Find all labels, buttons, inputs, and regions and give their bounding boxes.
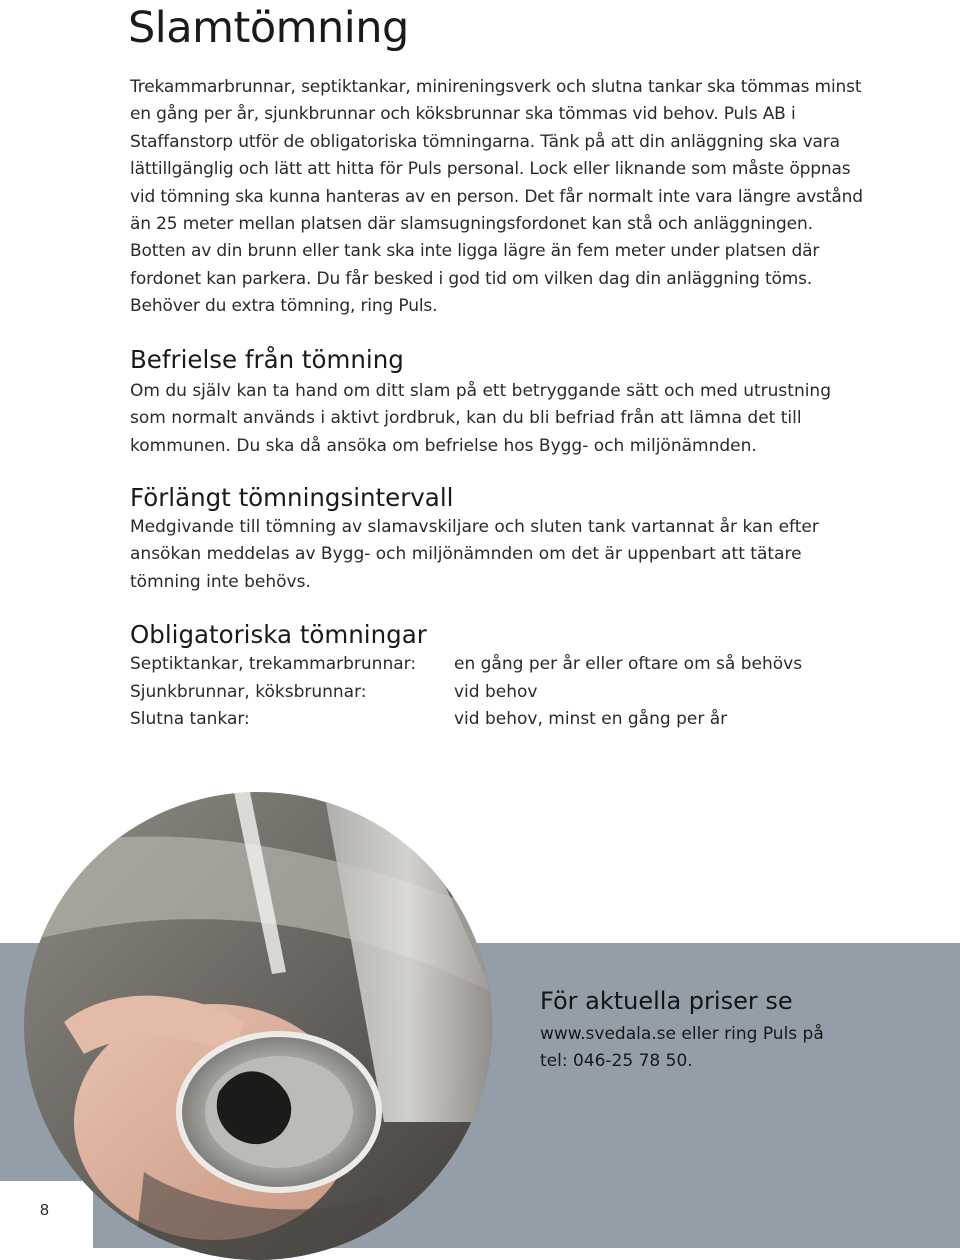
paragraph-forlangt: Medgivande till tömning av slamavskiljare och sluten tank vartannat år kan efter ansökan meddelas av Bygg- och miljönämnden om det är uppenbart att tätare tömning inte behövs. [130,517,819,592]
heading-befrielse: Befrielse från tömning [130,345,404,374]
schedule-row [130,679,870,707]
schedule-table [130,651,870,734]
intro-paragraph: Trekammarbrunnar, septiktankar, minireningsverk och slutna tankar ska tömmas minst en gång per år, sjunkbrunnar och köksbrunnar ska tömmas vid behov. Puls AB i Staffanstorp utför de obligatoriska tömningarna. Tänk på att din anläggning ska vara lättillgänglig och lätt att hitta för Puls personal. Lock eller liknande som måste öppnas vid tömning ska kunna hanteras av en person. Det får normalt inte vara längre avstånd än 25 meter mellan platsen där slamsugningsfordonet kan stå och anläggningen. Botten av din brunn eller tank ska inte ligga lägre än fem meter under platsen där fordonet kan parkera. Du får besked i god tid om vilken dag din anläggning töms. Behöver du extra tömning, ring Puls. [130,77,863,317]
sludge-sample-photo [24,792,492,1260]
schedule-row [130,651,870,679]
price-text-line-2: tel: 046-25 78 50. [540,1051,693,1071]
schedule-label: Septiktankar, trekammarbrunnar: [130,654,417,674]
schedule-value: en gång per år eller oftare om så behövs [454,654,803,674]
page-number: 8 [40,1202,49,1219]
heading-obligatoriska: Obligatoriska tömningar [130,620,427,649]
page-title: Slamtömning [128,3,409,53]
schedule-value: vid behov, minst en gång per år [454,709,728,729]
price-heading: För aktuella priser se [540,987,793,1015]
schedule-value: vid behov [454,681,538,702]
schedule-label: Slutna tankar: [130,709,250,729]
schedule-row [130,706,870,734]
heading-forlangt: Förlängt tömningsintervall [130,483,454,512]
paragraph-befrielse: Om du själv kan ta hand om ditt slam på ett betryggande sätt och med utrustning som normalt används i aktivt jordbruk, kan du bli befriad från att lämna det till kommunen. Du ska då ansöka om befrielse hos Bygg- och miljönämnden. [130,381,832,456]
price-info-box [540,985,900,1075]
price-text [540,1021,900,1075]
schedule-label: Sjunkbrunnar, köksbrunnar: [130,681,367,702]
price-text-line-1: www.svedala.se eller ring Puls på [540,1024,824,1044]
